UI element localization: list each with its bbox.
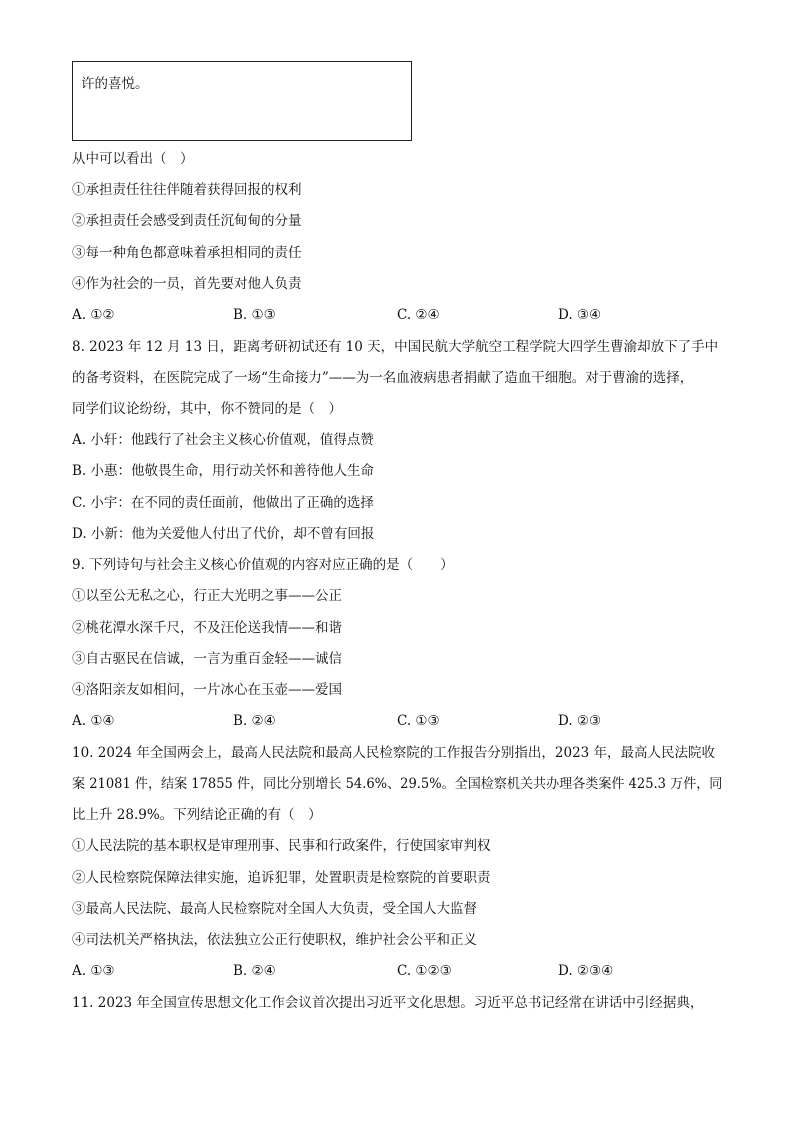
q9-item-2: ②桃花潭水深千尺，不及汪伦送我情——和谐 (72, 620, 342, 636)
q7-option-a: A. ①② (72, 307, 115, 323)
q8-stem-line-1: 8. 2023 年 12 月 13 日，距离考研初试还有 10 天，中国民航大学航空工程学院大四学生曹渝却放下了手中 (72, 339, 719, 355)
q9-option-b: B. ②④ (233, 713, 276, 729)
q8-option-c: C. 小宇：在不同的责任面前，他做出了正确的选择 (72, 495, 374, 511)
q8-option-d: D. 小新：他为关爱他人付出了代价，却不曾有回报 (72, 526, 375, 542)
q9-stem: 9. 下列诗句与社会主义核心价值观的内容对应正确的是（ ） (72, 557, 454, 573)
q10-item-3: ③最高人民法院、最高人民检察院对全国人大负责，受全国人大监督 (72, 901, 477, 917)
material-box (72, 61, 412, 141)
q10-item-4: ④司法机关严格执法，依法独立公正行使职权，维护社会公平和正义 (72, 932, 477, 948)
q8-stem-line-2: 的备考资料，在医院完成了一场“生命接力”——为一名血液病患者捐献了造血干细胞。对于曹渝的选择， (72, 370, 694, 386)
q7-option-d: D. ③④ (558, 307, 602, 323)
q7-item-1: ①承担责任往往伴随着获得回报的权利 (72, 182, 302, 198)
q8-stem-line-3: 同学们议论纷纷，其中，你不赞同的是（ ） (72, 401, 342, 417)
q10-option-d: D. ②③④ (558, 963, 614, 979)
q7-option-b: B. ①③ (233, 307, 276, 323)
q10-item-1: ①人民法院的基本职权是审理刑事、民事和行政案件，行使国家审判权 (72, 838, 491, 854)
q9-option-a: A. ①④ (72, 713, 115, 729)
q10-stem-line-1: 10. 2024 年全国两会上，最高人民法院和最高人民检察院的工作报告分别指出，2023 年，最高人民法院收 (72, 745, 716, 761)
q7-item-4: ④作为社会的一员，首先要对他人负责 (72, 276, 302, 292)
q7-item-3: ③每一种角色都意味着承担相同的责任 (72, 245, 302, 261)
q10-option-c: C. ①②③ (397, 963, 452, 979)
q11-stem-line-1: 11. 2023 年全国宣传思想文化工作会议首次提出习近平文化思想。习近平总书记经常在讲话中引经据典， (72, 995, 704, 1011)
q8-option-b: B. 小惠：他敬畏生命，用行动关怀和善待他人生命 (72, 463, 375, 479)
q10-item-2: ②人民检察院保障法律实施，追诉犯罪，处置职责是检察院的首要职责 (72, 870, 491, 886)
q10-stem-line-2: 案 21081 件，结案 17855 件，同比分别增长 54.6%、29.5%。全国检察机关共办理各类案件 425.3 万件，同 (72, 776, 723, 792)
q8-option-a: A. 小轩：他践行了社会主义核心价值观，值得点赞 (72, 432, 374, 448)
q7-item-2: ②承担责任会感受到责任沉甸甸的分量 (72, 213, 302, 229)
q9-item-4: ④洛阳亲友如相问，一片冰心在玉壶——爱国 (72, 682, 342, 698)
q9-item-3: ③自古驱民在信诚，一言为重百金轻——诚信 (72, 651, 342, 667)
q9-option-c: C. ①③ (397, 713, 440, 729)
q9-item-1: ①以至公无私之心，行正大光明之事——公正 (72, 588, 342, 604)
q10-option-a: A. ①③ (72, 963, 115, 979)
material-box-text: 许的喜悦。 (81, 76, 149, 92)
q10-option-b: B. ②④ (233, 963, 276, 979)
q7-option-c: C. ②④ (397, 307, 440, 323)
q10-stem-line-3: 比上升 28.9%。下列结论正确的有（ ） (72, 807, 322, 823)
q9-option-d: D. ②③ (558, 713, 602, 729)
q7-stem: 从中可以看出（ ） (72, 151, 194, 167)
